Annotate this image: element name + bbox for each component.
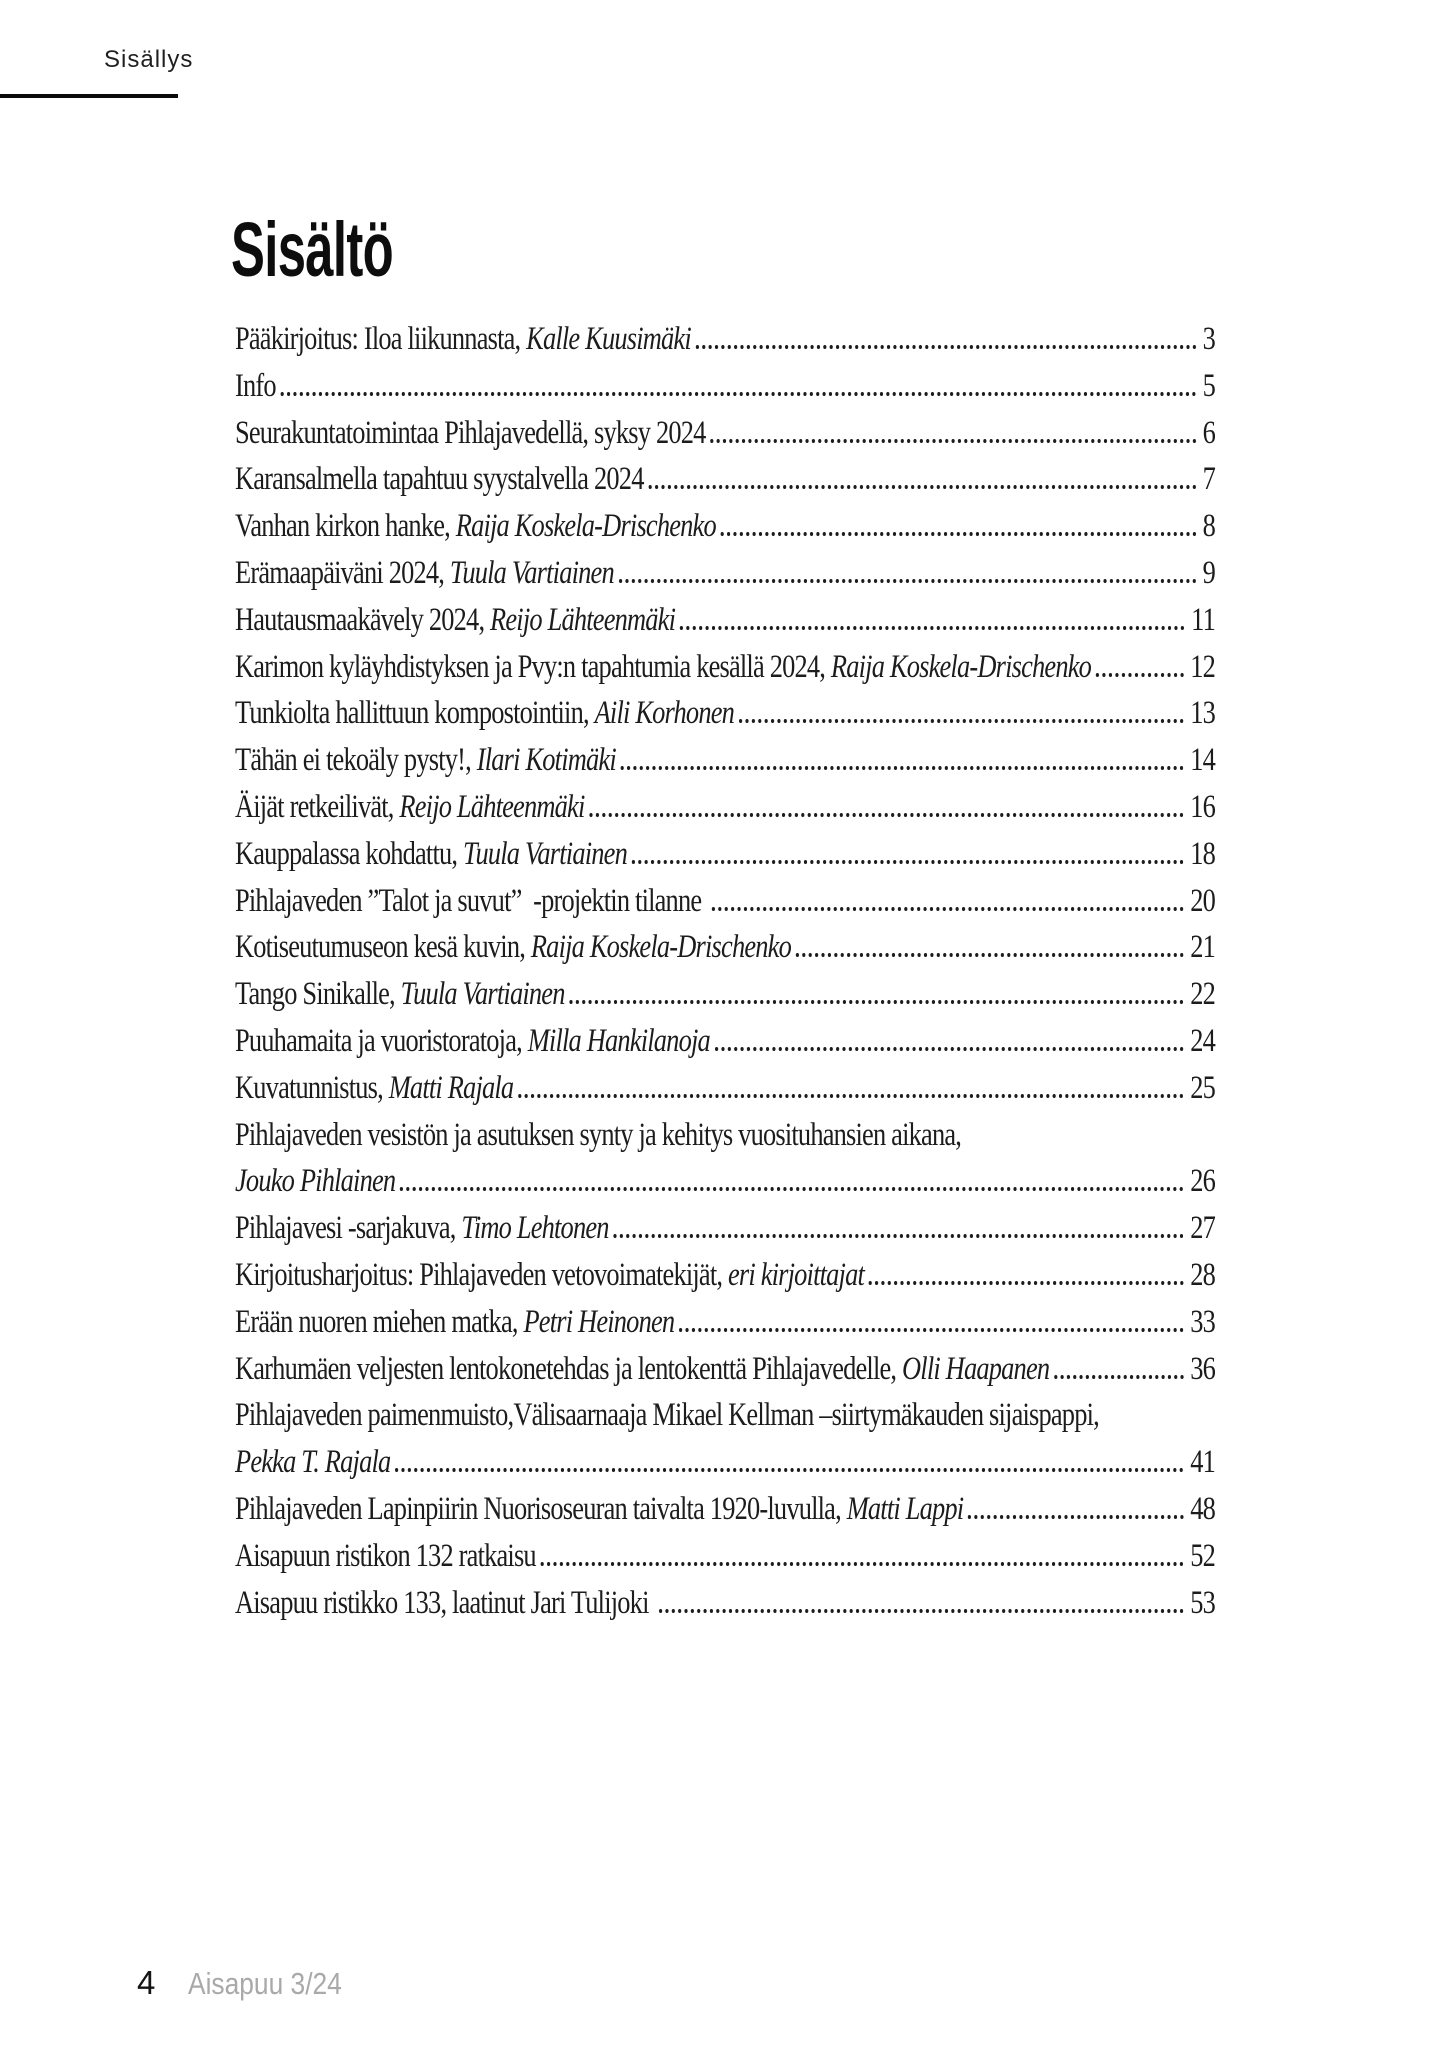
toc-entry-text: Aisapuu ristikko 133, laatinut Jari Tulijoki	[235, 1584, 655, 1621]
leader-dots	[619, 579, 1197, 583]
toc-entry	[235, 924, 1215, 971]
toc-entry-text: Pihlajavesi -sarjakuva, Timo Lehtonen	[235, 1210, 609, 1247]
toc-entry-page: 48	[1190, 1490, 1215, 1527]
leader-dots	[395, 1468, 1184, 1472]
toc-entry-text: Erämaapäiväni 2024, Tuula Vartiainen	[235, 554, 614, 591]
toc-entry-text: Pihlajaveden ”Talot ja suvut” -projektin tilanne	[235, 882, 708, 919]
toc-entry	[235, 1486, 1215, 1533]
toc-entry-text: Puuhamaita ja vuoristoratoja, Milla Hankilanoja	[235, 1022, 710, 1059]
toc-entry	[235, 410, 1215, 457]
toc-entry	[235, 831, 1215, 878]
toc-entry-text: Pääkirjoitus: Iloa liikunnasta, Kalle Kuusimäki	[235, 321, 691, 357]
leader-dots	[518, 1094, 1184, 1098]
toc-entry	[235, 550, 1215, 597]
toc-entry-page: 9	[1202, 554, 1215, 591]
toc-entry-page: 6	[1202, 414, 1215, 451]
toc-entry	[235, 1018, 1215, 1065]
toc-entry	[235, 1392, 1215, 1439]
toc-entry-author: Jouko Pihlainen	[235, 1163, 396, 1200]
toc-entry-page: 24	[1190, 1022, 1215, 1059]
leader-dots	[739, 719, 1184, 723]
toc-entry-author: Kalle Kuusimäki	[526, 321, 691, 357]
toc-entry	[235, 971, 1215, 1018]
toc-entry-page: 26	[1190, 1163, 1215, 1200]
toc-entry-text: Tunkiolta hallittuun kompostointiin, Aili Korhonen	[235, 695, 735, 732]
leader-dots	[648, 485, 1196, 489]
toc-entry	[235, 737, 1215, 784]
toc-entry-page: 27	[1190, 1210, 1215, 1247]
toc-entry-continuation	[235, 1158, 1215, 1205]
toc-entry-page: 25	[1190, 1069, 1215, 1106]
toc-entry	[235, 690, 1215, 737]
toc-entry	[235, 1299, 1215, 1346]
toc-entry-author: Matti Rajala	[388, 1069, 514, 1106]
leader-dots	[1054, 1375, 1184, 1379]
running-head-label: Sisällys	[104, 46, 194, 73]
toc-entry-page: 16	[1190, 788, 1215, 825]
footer-issue-label: Aisapuu 3/24	[188, 1966, 342, 2001]
toc-entry-page: 11	[1191, 601, 1215, 638]
toc-entry-text: Seurakuntatoimintaa Pihlajavedellä, syksy 2024	[235, 414, 706, 451]
toc-entry-text: Karhumäen veljesten lentokonetehdas ja lentokenttä Pihlajavedelle, Olli Haapanen	[235, 1350, 1050, 1387]
toc-entry	[235, 1205, 1215, 1252]
leader-dots	[659, 1609, 1184, 1613]
toc-entry	[235, 456, 1215, 503]
toc-entry	[235, 784, 1215, 831]
toc-entry	[235, 1252, 1215, 1299]
toc-entry-page: 20	[1190, 882, 1215, 919]
toc-entry-page: 18	[1190, 835, 1215, 872]
toc-entry	[235, 644, 1215, 691]
toc-entry	[235, 1346, 1215, 1393]
toc-entry-text: Hautausmaakävely 2024, Reijo Lähteenmäki	[235, 601, 676, 638]
leader-dots	[710, 439, 1196, 443]
toc-entry	[235, 316, 1215, 363]
toc-entry-text: Tähän ei tekoäly pysty!, Ilari Kotimäki	[235, 742, 616, 779]
toc-entry-text: Kirjoitusharjoitus: Pihlajaveden vetovoimatekijät, eri kirjoittajat	[235, 1256, 865, 1293]
toc-entry-page: 14	[1190, 742, 1215, 779]
toc-entry-text: Pihlajaveden vesistön ja asutuksen synty ja kehitys vuosituhansien aikana,	[235, 1116, 962, 1153]
leader-dots	[569, 1000, 1183, 1004]
toc-entry-text: Pihlajaveden paimenmuisto,Välisaarnaaja Mikael Kellman –siirtymäkauden sijaispappi,	[235, 1397, 1099, 1434]
toc-list	[235, 316, 1215, 1626]
toc-entry-author: Olli Haapanen	[902, 1350, 1050, 1387]
toc-entry-text: Pihlajaveden Lapinpiirin Nuorisoseuran taivalta 1920-luvulla, Matti Lappi	[235, 1490, 964, 1527]
toc-entry-page: 5	[1202, 367, 1215, 404]
toc-entry-page: 7	[1202, 461, 1215, 498]
leader-dots	[400, 1187, 1184, 1191]
toc-entry-author: Matti Lappi	[846, 1490, 964, 1527]
leader-dots	[968, 1515, 1184, 1519]
toc-entry-author: Reijo Lähteenmäki	[490, 601, 676, 638]
toc-entry-author: Tuula Vartiainen	[400, 976, 565, 1013]
leader-dots	[869, 1281, 1184, 1285]
toc-entry-author: Raija Koskela-Drischenko	[830, 648, 1092, 685]
toc-entry-page: 28	[1190, 1256, 1215, 1293]
toc-entry-text: Tango Sinikalle, Tuula Vartiainen	[235, 976, 565, 1013]
toc-entry	[235, 503, 1215, 550]
toc-entry-page: 22	[1190, 976, 1215, 1013]
toc-entry-author: Timo Lehtonen	[461, 1210, 609, 1247]
toc-entry-author: Milla Hankilanoja	[527, 1022, 710, 1059]
leader-dots	[715, 1047, 1184, 1051]
toc-entry-author: eri kirjoittajat	[727, 1256, 865, 1293]
leader-dots	[621, 766, 1184, 770]
toc-entry-text: Karansalmella tapahtuu syystalvella 2024	[235, 461, 644, 498]
leader-dots	[632, 860, 1184, 864]
toc-entry	[235, 1533, 1215, 1580]
leader-dots	[680, 626, 1185, 630]
toc-entry-text: Aisapuun ristikon 132 ratkaisu	[235, 1537, 536, 1574]
toc-entry	[235, 1580, 1215, 1627]
toc-entry-text: Erään nuoren miehen matka, Petri Heinonen	[235, 1303, 675, 1340]
toc-entry-page: 52	[1190, 1537, 1215, 1574]
toc-entry-author: Petri Heinonen	[523, 1303, 675, 1340]
toc-entry-author: Tuula Vartiainen	[463, 835, 627, 872]
leader-dots	[679, 1328, 1184, 1332]
toc-entry-text: Kotiseutumuseon kesä kuvin, Raija Koskela-Drischenko	[235, 929, 791, 966]
leader-dots	[589, 813, 1184, 817]
toc-entry-continuation	[235, 1439, 1215, 1486]
leader-dots	[696, 345, 1197, 349]
toc-entry	[235, 363, 1215, 410]
toc-entry-author: Ilari Kotimäki	[476, 742, 616, 779]
toc-entry-text: Karimon kyläyhdistyksen ja Pvy:n tapahtumia kesällä 2024, Raija Koskela-Drischenko	[235, 648, 1092, 685]
leader-dots	[721, 532, 1197, 536]
toc-entry-text: Äijät retkeilivät, Reijo Lähteenmäki	[235, 788, 585, 825]
toc-entry-author: Reijo Lähteenmäki	[399, 788, 585, 825]
toc-entry-page: 3	[1202, 321, 1215, 357]
toc-entry-page: 53	[1190, 1584, 1215, 1621]
toc-entry	[235, 878, 1215, 925]
toc-entry	[235, 1065, 1215, 1112]
toc-entry-author: Raija Koskela-Drischenko	[455, 508, 716, 545]
footer-page-number: 4	[137, 1964, 156, 2001]
header-rule	[0, 94, 178, 98]
leader-dots	[281, 392, 1197, 396]
toc-entry	[235, 597, 1215, 644]
toc-entry-text: Vanhan kirkon hanke, Raija Koskela-Drischenko	[235, 508, 716, 545]
toc-entry-author: Aili Korhonen	[594, 695, 735, 732]
toc-entry-author: Tuula Vartiainen	[449, 554, 614, 591]
leader-dots	[796, 953, 1184, 957]
toc-entry-page: 41	[1190, 1444, 1215, 1481]
leader-dots	[541, 1562, 1184, 1566]
leader-dots	[613, 1234, 1183, 1238]
toc-entry-page: 33	[1190, 1303, 1215, 1340]
toc-entry-page: 12	[1190, 648, 1215, 685]
toc-entry-page: 36	[1190, 1350, 1215, 1387]
toc-entry-page: 21	[1190, 929, 1215, 966]
toc-entry-page: 8	[1202, 508, 1215, 545]
leader-dots	[1096, 673, 1184, 677]
toc-entry-author: Raija Koskela-Drischenko	[530, 929, 791, 966]
toc-entry-page: 13	[1190, 695, 1215, 732]
toc-entry-text: Kauppalassa kohdattu, Tuula Vartiainen	[235, 835, 627, 872]
toc-entry-author: Pekka T. Rajala	[235, 1444, 391, 1481]
page-title: Sisältö	[231, 207, 394, 293]
leader-dots	[712, 907, 1184, 911]
toc-entry-text: Info	[235, 367, 276, 404]
toc-entry-text: Kuvatunnistus, Matti Rajala	[235, 1069, 514, 1106]
toc-entry	[235, 1112, 1215, 1159]
